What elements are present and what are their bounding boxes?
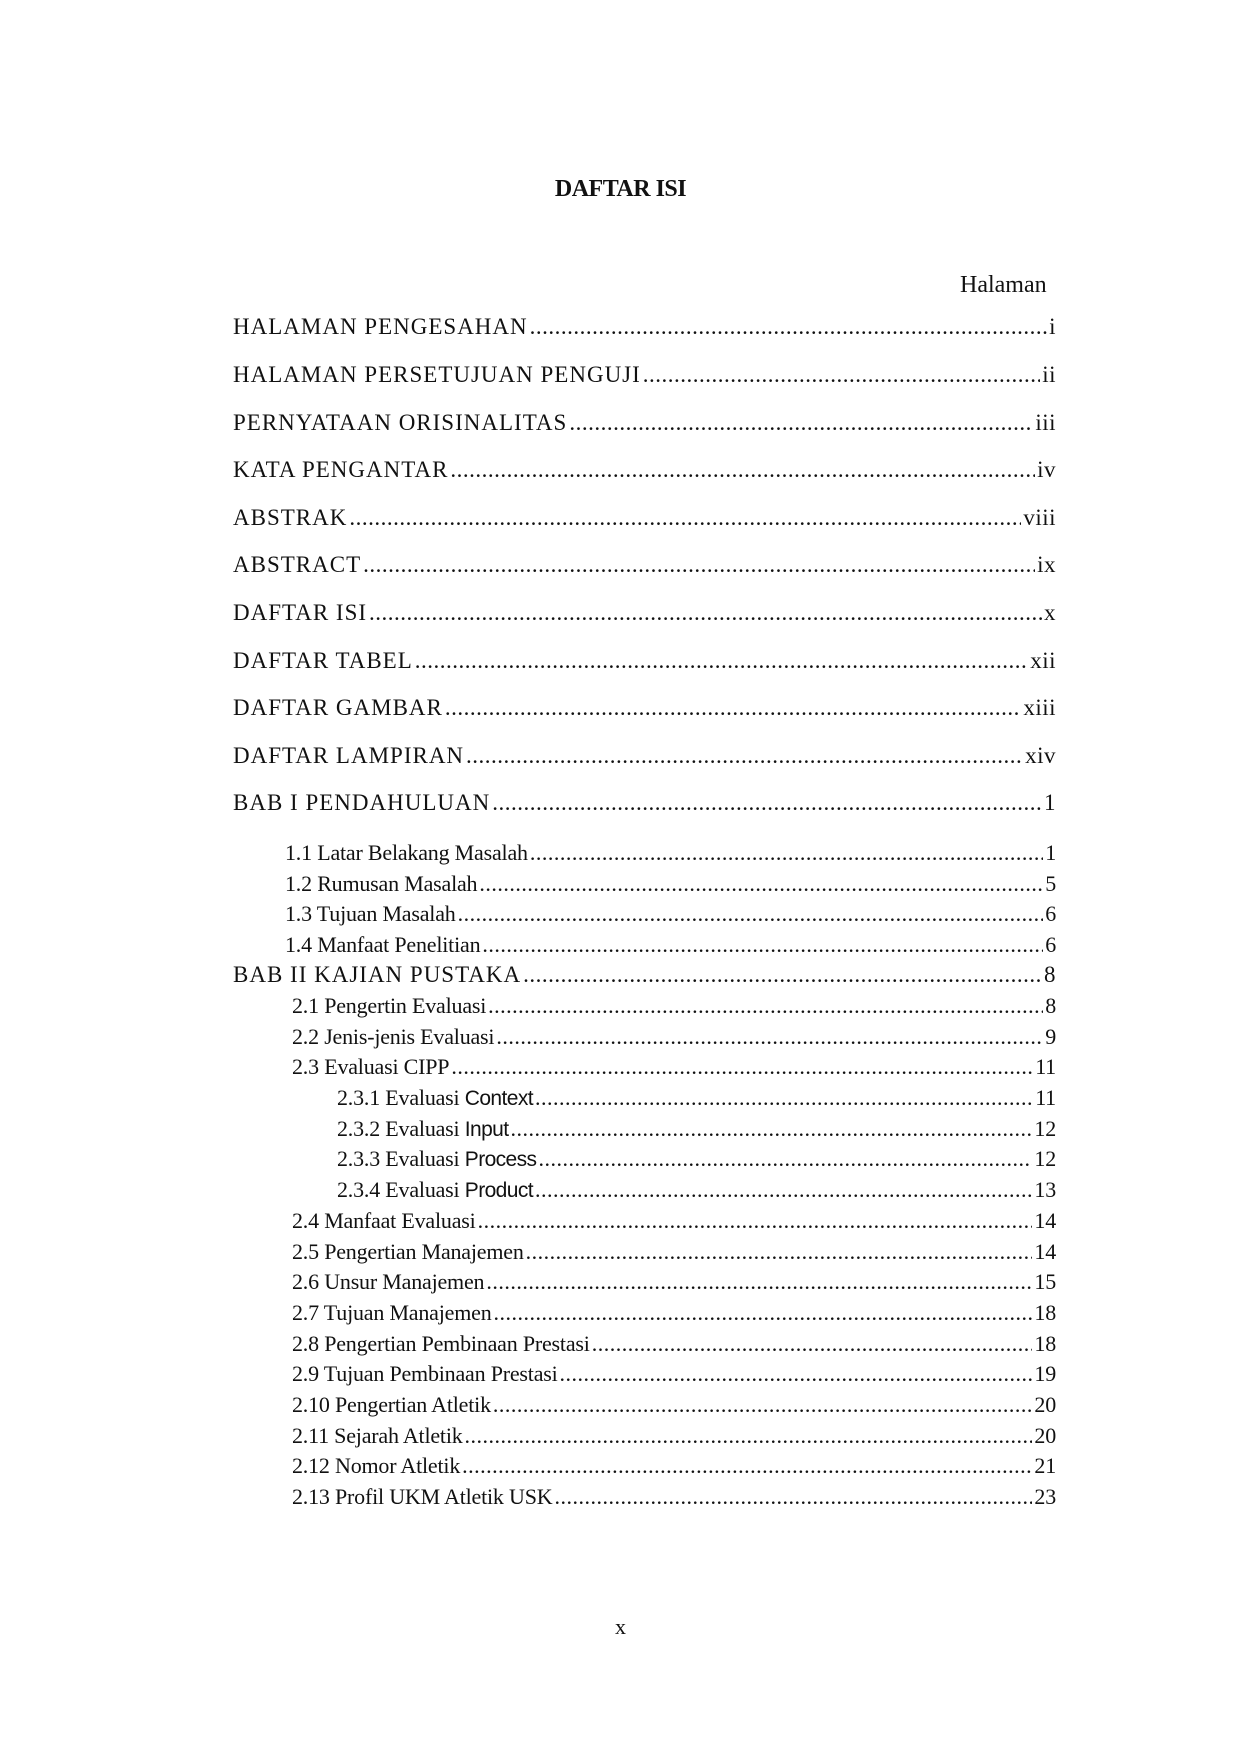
toc-entry <box>285 901 1056 927</box>
page-title: DAFTAR ISI <box>554 176 687 202</box>
toc-entry <box>285 871 1056 897</box>
toc-entry <box>285 840 1056 866</box>
toc-entry-label-text: 2.3.2 Evaluasi <box>337 1116 460 1141</box>
toc-leader-dots <box>643 362 1040 388</box>
toc-entry-page: ix <box>1037 552 1056 577</box>
toc-entry-label: DAFTAR TABEL <box>233 648 413 673</box>
toc-entry-page: 13 <box>1034 1177 1056 1202</box>
toc-entry <box>292 1484 1056 1510</box>
toc-leader-dots <box>523 962 1042 988</box>
toc-entry-label: DAFTAR ISI <box>233 600 368 625</box>
toc-leader-dots <box>554 1484 1032 1510</box>
toc-leader-dots <box>592 1331 1033 1357</box>
toc-entry-label: DAFTAR LAMPIRAN <box>233 743 465 768</box>
toc-entry-page: 23 <box>1034 1484 1056 1509</box>
toc-entry-page: 11 <box>1035 1054 1056 1079</box>
toc-entry <box>233 648 1056 674</box>
toc-entry <box>292 1024 1056 1050</box>
toc-entry-label-text: 2.3.3 Evaluasi <box>337 1146 460 1171</box>
toc-entry-label: HALAMAN PENGESAHAN <box>233 314 528 339</box>
toc-entry-page: 6 <box>1045 932 1056 957</box>
toc-entry <box>233 457 1056 483</box>
toc-entry-page: 18 <box>1034 1300 1056 1325</box>
toc-entry <box>337 1116 1056 1142</box>
toc-entry <box>292 1054 1056 1080</box>
toc-leader-dots <box>465 1423 1033 1449</box>
toc-entry-label: BAB II KAJIAN PUSTAKA <box>233 962 522 987</box>
toc-leader-dots <box>560 1361 1033 1387</box>
toc-entry-label: ABSTRACT <box>233 552 362 577</box>
toc-entry-page: 6 <box>1045 901 1056 926</box>
toc-entry-page: xiii <box>1023 695 1056 720</box>
toc-entry <box>292 993 1056 1019</box>
toc-entry-page: iv <box>1037 457 1056 482</box>
toc-entry-page: 20 <box>1034 1423 1056 1448</box>
toc-entry-label: 1.3 Tujuan Masalah <box>285 901 456 926</box>
toc-entry <box>233 962 1056 988</box>
toc-entry-label: 2.7 Tujuan Manajemen <box>292 1300 492 1325</box>
toc-entry-label <box>337 1177 533 1203</box>
toc-entry-label-english-term: Input <box>464 1118 509 1141</box>
toc-entry <box>233 362 1056 388</box>
toc-entry-label <box>337 1116 509 1142</box>
toc-leader-dots <box>493 1392 1033 1418</box>
toc-entry-page: 1 <box>1044 790 1056 815</box>
toc-entry-label: 1.4 Manfaat Penelitian <box>285 932 481 957</box>
toc-entry <box>233 505 1056 531</box>
toc-entry-page: 14 <box>1034 1208 1056 1233</box>
toc-entry-label: KATA PENGANTAR <box>233 457 449 482</box>
toc-entry <box>233 743 1056 769</box>
toc-leader-dots <box>415 648 1028 674</box>
toc-entry-label: 2.11 Sejarah Atletik <box>292 1423 463 1448</box>
toc-entry-page: 5 <box>1045 871 1056 896</box>
toc-entry-page: 21 <box>1034 1453 1056 1478</box>
toc-entry-label: 2.8 Pengertian Pembinaan Prestasi <box>292 1331 590 1356</box>
toc-entry <box>337 1085 1056 1111</box>
toc-entry-page: xiv <box>1025 743 1056 768</box>
toc-entry-label: 2.12 Nomor Atletik <box>292 1453 461 1478</box>
toc-entry-page: x <box>1044 600 1056 625</box>
toc-entry-page: 11 <box>1035 1085 1056 1110</box>
toc-entry-page: 14 <box>1034 1239 1056 1264</box>
toc-leader-dots <box>458 901 1044 927</box>
toc-entry <box>292 1331 1056 1357</box>
toc-entry-page: 19 <box>1034 1361 1056 1386</box>
toc-entry <box>337 1146 1056 1172</box>
toc-entry-label: 1.2 Rumusan Masalah <box>285 871 478 896</box>
toc-leader-dots <box>450 457 1035 483</box>
toc-leader-dots <box>466 743 1023 769</box>
toc-leader-dots <box>569 410 1033 436</box>
toc-leader-dots <box>492 790 1042 816</box>
footer-page-number: x <box>615 1614 626 1639</box>
toc-entry-page: 15 <box>1034 1269 1056 1294</box>
toc-entry-page: 12 <box>1034 1116 1056 1141</box>
toc-leader-dots <box>363 552 1035 578</box>
toc-entry <box>292 1361 1056 1387</box>
toc-entry <box>233 410 1056 436</box>
toc-entry-label-text: 2.3.1 Evaluasi <box>337 1085 460 1110</box>
toc-entry <box>285 932 1056 958</box>
toc-entry-label: 2.13 Profil UKM Atletik USK <box>292 1484 553 1509</box>
toc-entry <box>292 1208 1056 1234</box>
toc-entry-label <box>337 1085 533 1111</box>
toc-entry-label: 2.2 Jenis-jenis Evaluasi <box>292 1024 495 1049</box>
toc-entry-label: 2.3 Evaluasi CIPP <box>292 1054 450 1079</box>
toc-entry-label: 2.4 Manfaat Evaluasi <box>292 1208 476 1233</box>
toc-entry-label: 2.10 Pengertian Atletik <box>292 1392 491 1417</box>
toc-entry-label: BAB I PENDAHULUAN <box>233 790 491 815</box>
toc-entry <box>233 600 1056 626</box>
page-column-header: Halaman <box>960 272 1047 298</box>
toc-entry <box>233 790 1056 816</box>
toc-leader-dots <box>538 1146 1032 1172</box>
toc-entry <box>292 1453 1056 1479</box>
toc-entry-label: ABSTRAK <box>233 505 348 530</box>
toc-entry-page: iii <box>1035 410 1056 435</box>
toc-leader-dots <box>451 1054 1033 1080</box>
toc-entry <box>337 1177 1056 1203</box>
toc-leader-dots <box>494 1300 1033 1326</box>
toc-entry <box>292 1269 1056 1295</box>
toc-entry-page: 12 <box>1034 1146 1056 1171</box>
toc-leader-dots <box>526 1239 1033 1265</box>
toc-entry <box>292 1423 1056 1449</box>
toc-leader-dots <box>511 1116 1033 1142</box>
toc-leader-dots <box>369 600 1042 626</box>
toc-leader-dots <box>462 1453 1032 1479</box>
toc-entry-label: PERNYATAAN ORISINALITAS <box>233 410 568 435</box>
toc-entry-page: ii <box>1042 362 1056 387</box>
toc-entry <box>292 1300 1056 1326</box>
toc-entry-label: 1.1 Latar Belakang Masalah <box>285 840 528 865</box>
toc-leader-dots <box>478 1208 1033 1234</box>
toc-leader-dots <box>496 1024 1043 1050</box>
toc-leader-dots <box>535 1177 1032 1203</box>
toc-entry-label-english-term: Context <box>464 1087 533 1110</box>
toc-leader-dots <box>486 1269 1032 1295</box>
toc-entry <box>233 552 1056 578</box>
toc-entry-page: 9 <box>1045 1024 1056 1049</box>
toc-entry-page: 20 <box>1034 1392 1056 1417</box>
toc-entry-page: viii <box>1023 505 1056 530</box>
toc-entry-page: 8 <box>1044 962 1056 987</box>
toc-entry <box>233 695 1056 721</box>
toc-entry-label: 2.5 Pengertian Manajemen <box>292 1239 524 1264</box>
toc-entry-page: 8 <box>1045 993 1056 1018</box>
toc-leader-dots <box>530 314 1047 340</box>
toc-leader-dots <box>488 993 1043 1019</box>
toc-entry-label: HALAMAN PERSETUJUAN PENGUJI <box>233 362 641 387</box>
toc-entry-page: i <box>1049 314 1056 339</box>
toc-entry-label-text: 2.3.4 Evaluasi <box>337 1177 460 1202</box>
toc-entry-label: 2.6 Unsur Manajemen <box>292 1269 485 1294</box>
toc-entry <box>292 1392 1056 1418</box>
toc-leader-dots <box>482 932 1043 958</box>
toc-entry-label: 2.1 Pengertin Evaluasi <box>292 993 487 1018</box>
toc-entry-label-english-term: Process <box>464 1148 537 1171</box>
toc-leader-dots <box>535 1085 1033 1111</box>
toc-entry-page: xii <box>1030 648 1056 673</box>
toc-entry-page: 1 <box>1045 840 1056 865</box>
toc-entry <box>292 1239 1056 1265</box>
toc-leader-dots <box>349 505 1021 531</box>
toc-entry-label-english-term: Product <box>464 1179 533 1202</box>
toc-entry-label: 2.9 Tujuan Pembinaan Prestasi <box>292 1361 558 1386</box>
toc-entry-label <box>337 1146 536 1172</box>
toc-leader-dots <box>479 871 1043 897</box>
toc-entry <box>233 314 1056 340</box>
toc-entry-page: 18 <box>1034 1331 1056 1356</box>
toc-leader-dots <box>445 695 1021 721</box>
toc-entry-label: DAFTAR GAMBAR <box>233 695 443 720</box>
toc-leader-dots <box>530 840 1043 866</box>
